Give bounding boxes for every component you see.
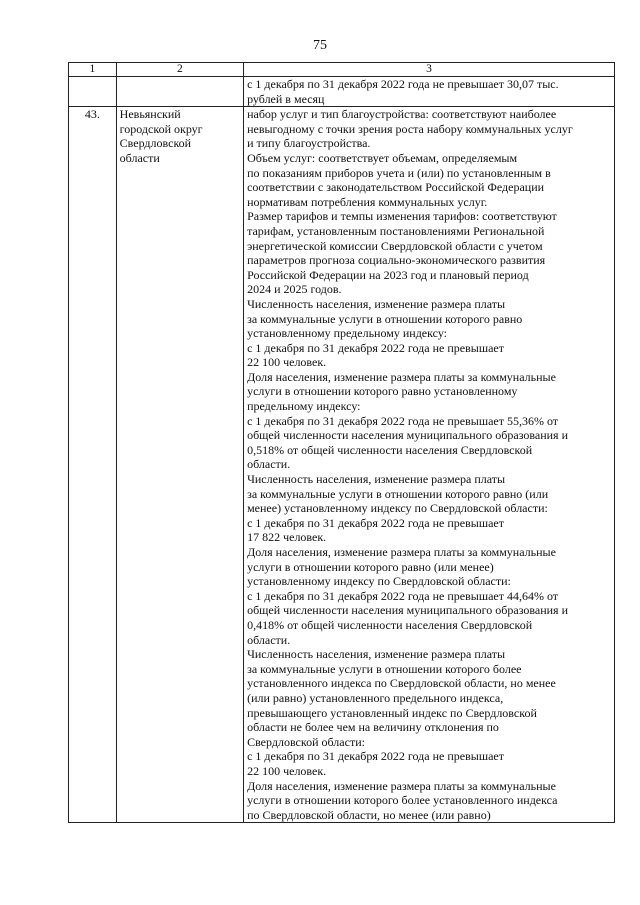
- text-line: Размер тарифов и темпы изменения тарифов: соответствуют: [247, 209, 557, 224]
- text-line: с 1 декабря по 31 декабря 2022 года не превышает: [247, 515, 504, 530]
- text-line: 0,418% от общей численности населения Свердловской: [247, 617, 533, 632]
- text-line: менее) установленному индексу по Свердловской области:: [247, 501, 548, 516]
- text-line: Доля населения, изменение размера платы за коммунальные: [247, 545, 556, 559]
- text-line: 17 822 человек.: [247, 530, 327, 545]
- text-line: невыгодному с точки зрения роста набору коммунальных услуг: [247, 121, 573, 136]
- text-line: Численность населения, изменение размера платы: [247, 472, 506, 487]
- text-line: услуги в отношении которого равно установленному: [247, 384, 518, 399]
- text-line: соответствии с законодательством Российской Федерации: [247, 180, 545, 195]
- description-cell: [244, 77, 615, 107]
- text-line: городской округ: [119, 121, 203, 136]
- text-line: Доля населения, изменение размера платы за коммунальные: [247, 778, 556, 793]
- text-line: с 1 декабря по 31 декабря 2022 года не превышает: [247, 340, 504, 355]
- table-row-continuation: [69, 77, 615, 107]
- text-line: Невьянский: [119, 107, 181, 122]
- text-line: 22 100 человек.: [247, 763, 327, 778]
- column-header-2: 2: [116, 63, 243, 77]
- tariff-table: [68, 62, 615, 823]
- text-line: с 1 декабря по 31 декабря 2022 года не превышает: [247, 749, 504, 764]
- text-line: Свердловской: [119, 136, 192, 151]
- text-line: параметров прогноза социально-экономического развития: [247, 253, 546, 268]
- text-line: установленному индексу по Свердловской области:: [247, 574, 511, 589]
- text-line: Доля населения, изменение размера платы за коммунальные: [247, 369, 556, 384]
- text-line: установленному предельному индексу:: [247, 326, 447, 341]
- text-line: и типу благоустройства.: [247, 136, 371, 151]
- text-line: по показаниям приборов учета и (или) по установленным в: [247, 165, 551, 180]
- row-number-cell: 43.: [69, 107, 117, 823]
- text-line: 22 100 человек.: [247, 355, 327, 370]
- text-line: по Свердловской области, но менее (или равно): [247, 807, 491, 822]
- text-line: предельному индексу:: [247, 399, 361, 414]
- municipality-cell: [116, 77, 243, 107]
- text-line: тарифам, установленным постановлениями Региональной: [247, 223, 545, 238]
- description-cell: [244, 107, 615, 823]
- row-number-cell: [69, 77, 117, 107]
- column-header-3: 3: [244, 63, 615, 77]
- text-line: 2024 и 2025 годов.: [247, 282, 342, 297]
- text-line: за коммунальные услуги в отношении которого более: [247, 661, 522, 676]
- text-line: услуги в отношении которого равно (или менее): [247, 559, 494, 574]
- text-line: услуги в отношении которого более установленного индекса: [247, 793, 558, 808]
- text-line: нормативам потребления коммунальных услуг.: [247, 194, 488, 209]
- text-line: за коммунальные услуги в отношении которого равно: [247, 311, 523, 326]
- text-line: набор услуг и тип благоустройства: соответствуют наиболее: [247, 107, 557, 122]
- table-row-entry-43: [69, 107, 615, 823]
- column-header-1: 1: [69, 63, 117, 77]
- text-line: Численность населения, изменение размера платы: [247, 647, 506, 662]
- text-line: области.: [247, 457, 291, 472]
- text-line: (или равно) установленного предельного индекса,: [247, 690, 504, 705]
- text-line: энергетической комиссии Свердловской области с учетом: [247, 238, 543, 253]
- text-line: общей численности населения муниципального образования и: [247, 603, 568, 618]
- text-line: с 1 декабря по 31 декабря 2022 года не превышает 44,64% от: [247, 588, 559, 603]
- municipality-cell: [116, 107, 243, 823]
- text-line: 0,518% от общей численности населения Свердловской: [247, 442, 533, 457]
- text-line: Объем услуг: соответствует объемам, определяемым: [247, 150, 518, 165]
- text-line: превышающего установленный индекс по Свердловской: [247, 705, 537, 720]
- text-line: рублей в месяц: [247, 91, 325, 106]
- text-line: общей численности населения муниципального образования и: [247, 428, 568, 443]
- page-number: 75: [313, 38, 327, 53]
- table-header-row: [69, 63, 615, 77]
- text-line: Российской Федерации на 2023 год и плановый период: [247, 267, 529, 282]
- text-line: Свердловской области:: [247, 734, 365, 749]
- text-line: за коммунальные услуги в отношении которого равно (или: [247, 486, 549, 501]
- text-line: области: [119, 150, 160, 165]
- text-line: Численность населения, изменение размера платы: [247, 296, 506, 311]
- text-line: области не более чем на величину отклонения по: [247, 720, 499, 735]
- text-line: с 1 декабря по 31 декабря 2022 года не превышает 30,07 тыс.: [247, 77, 559, 91]
- text-line: области.: [247, 632, 291, 647]
- text-line: с 1 декабря по 31 декабря 2022 года не превышает 55,36% от: [247, 413, 559, 428]
- text-line: установленного индекса по Свердловской области, но менее: [247, 676, 556, 691]
